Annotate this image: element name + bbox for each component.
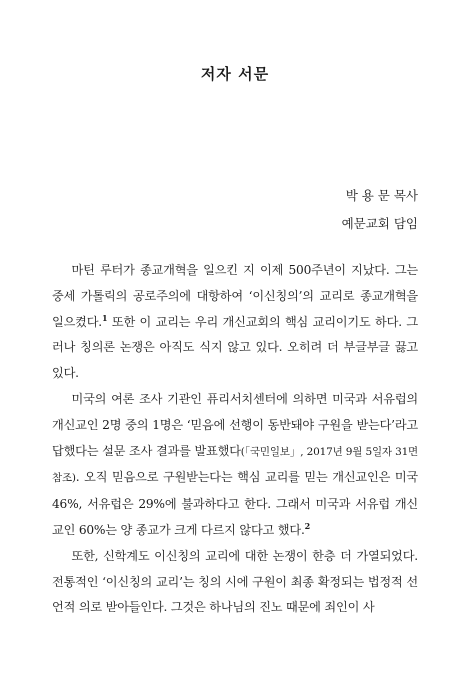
paragraph-1-text-b: 또한 이 교리는 우리 개신교회의 핵심 교리이기도 하다. 그러나 칭의론 논쟁은 아직도 식지 않고 있다. 오히려 더 부글부글 끓고 있다. — [52, 314, 418, 381]
footnote-marker-2: 2 — [304, 520, 310, 531]
paragraph-3-text: 또한, 신학계도 이신칭의 교리에 대한 논쟁이 한층 더 가열되었다. 전통적인 ‘이신칭의 교리’는 칭의 시에 구원이 최종 확정되는 법정적 선언적 의로 받아들인다. 그것은 하나님의 진노 때문에 죄인이 사 — [52, 548, 418, 615]
paragraph-3 — [52, 544, 418, 621]
paragraph-2-text-b: . 오직 믿음으로 구원받는다는 핵심 교리를 믿는 개신교인은 미국 46%, 서유럽은 29%에 불과하다고 한다. 그래서 미국과 서유럽 개신교인 60%는 양 종교가 크게 다르지 않다고 했다. — [52, 470, 418, 537]
citation: (「국민일보」, 2017년 9월 5일자 31면 참조) — [52, 445, 419, 485]
paragraph-2-text-a: 미국의 여론 조사 기관인 퓨리서치센터에 의하면 미국과 서유럽의 개신교인 2명 중의 1명은 ‘믿음에 선행이 동반돼야 구원을 받는다’라고 답했다는 설문 조사 결과를 발표했다 — [52, 391, 418, 458]
paragraph-1-text-a: 마틴 루터가 종교개혁을 일으킨 지 이제 500주년이 지났다. 그는 중세 가톨릭의 공로주의에 대항하여 ‘이신칭의’의 교리로 종교개혁을 일으켰다. — [52, 263, 418, 329]
footnote-marker-1: 1 — [101, 312, 108, 323]
paragraph-1 — [52, 258, 418, 387]
author-affiliation: 예문교회 담임 — [341, 216, 418, 231]
page-title: 저자 서문 — [200, 65, 270, 83]
author-name: 박 용 문 목사 — [345, 188, 418, 203]
body-text — [52, 258, 418, 621]
paragraph-2 — [52, 387, 418, 544]
author-block — [342, 182, 418, 238]
